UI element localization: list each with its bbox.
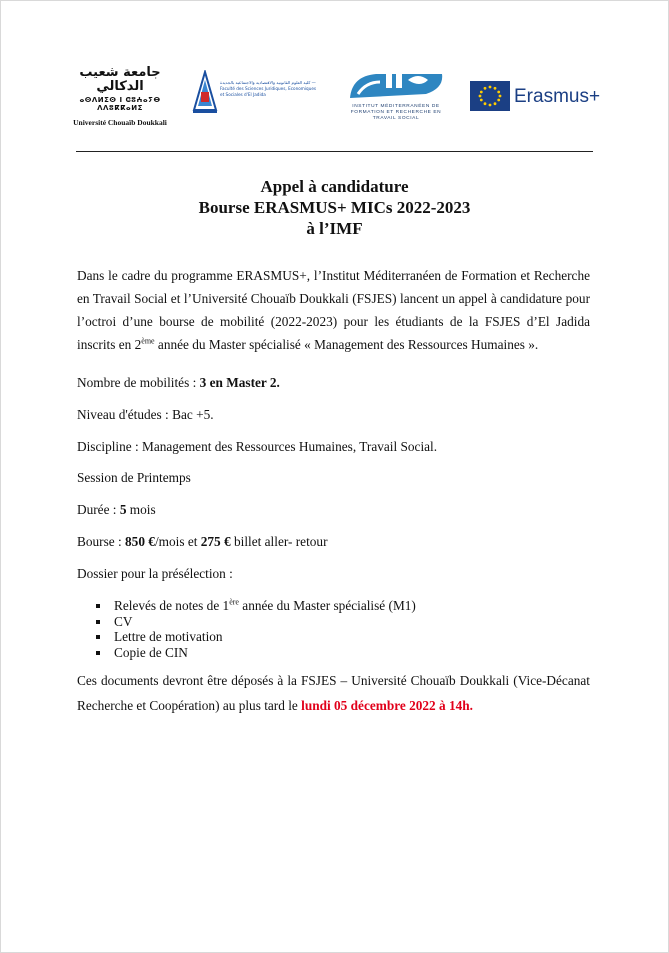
document-title	[76, 176, 593, 239]
duration-unit: mois	[126, 502, 156, 517]
title-line-1: Appel à candidature	[260, 177, 409, 196]
session-line: Session de Printemps	[77, 470, 191, 485]
title-line-3: à l’IMF	[306, 219, 363, 238]
duration-line	[77, 502, 156, 518]
doc-item-1-rest: année du Master spécialisé (M1)	[238, 598, 416, 613]
grant-mid: /mois et	[154, 534, 201, 549]
documents-list	[77, 598, 416, 660]
imf-emblem-icon	[346, 68, 446, 104]
eu-flag-icon	[470, 81, 510, 111]
fsjes-logo	[190, 70, 320, 116]
erasmus-wordmark: Erasmus+	[514, 86, 601, 107]
deadline: lundi 05 décembre 2022 à 14h.	[301, 698, 474, 713]
fsjes-name: كلية العلوم القانونية والاقتصادية والاجتماعية بالجديدة — Faculté des Sciences Juridiques, Economiques et Sociales d'El Jadida	[220, 80, 317, 97]
doc-item-1-superscript: ère	[229, 597, 239, 607]
ucd-arabic-name: جامعة شعيب الدكالي	[79, 65, 161, 94]
intro-paragraph	[77, 264, 590, 356]
grant-label: Bourse :	[77, 534, 126, 549]
ucd-logo	[72, 65, 168, 127]
imf-logo	[346, 68, 446, 124]
document-body	[77, 264, 590, 713]
intro-superscript: ème	[141, 336, 155, 346]
header-divider	[76, 151, 593, 152]
duration-label: Durée :	[77, 502, 120, 517]
title-line-2: Bourse ERASMUS+ MICs 2022-2023	[198, 198, 471, 217]
ucd-tifinagh-name: ⴰⵙⴷⵍⵉⵙ ⵏ ⵛⵓⵄⴰⵢⴱ ⴷⴷⵓⴽⴽⴰⵍⵉ	[79, 96, 161, 112]
level-line: Niveau d'études : Bac +5.	[77, 407, 214, 422]
dossier-line: Dossier pour la présélection :	[77, 566, 233, 581]
grant-monthly: 850 €	[125, 534, 155, 549]
grant-ticket: 275 €	[200, 534, 231, 549]
erasmus-logo	[470, 80, 605, 112]
list-item: CV	[77, 614, 416, 630]
duration-value: 5	[119, 502, 127, 517]
mobility-line	[77, 375, 280, 391]
fsjes-emblem-icon	[190, 70, 220, 116]
closing-text: Ces documents devront être déposés à la FSJES – Université Chouaïb Doukkali (Vice-Décanat Recherche et Coopération) au plus tard le	[77, 673, 590, 713]
ucd-french-name: Université Chouaïb Doukkali	[73, 118, 167, 127]
imf-name: INSTITUT MÉDITERRANÉEN DE FORMATION ET RECHERCHE EN TRAVAIL SOCIAL	[350, 104, 442, 121]
mobility-label: Nombre de mobilités :	[77, 375, 200, 390]
intro-text-1: Dans le cadre du programme ERASMUS+, l’Institut Méditerranéen de Formation et Recherche en Travail Social et l’Université Chouaïb Doukkali (FSJES) lancent un appel à candidature pour l’octroi d’une bourse de mobilité (2022-2023) pour les étudiants de la FSJES d’El Jadida inscrits en 2	[77, 268, 590, 352]
grant-line	[77, 534, 328, 550]
list-item: Copie de CIN	[77, 645, 416, 661]
intro-text-2: année du Master spécialisé « Management des Ressources Humaines ».	[154, 337, 539, 352]
grant-end: billet aller- retour	[230, 534, 328, 549]
list-item	[77, 598, 416, 614]
doc-item-1-text: Relevés de notes de 1	[114, 598, 230, 613]
discipline-line: Discipline : Management des Ressources Humaines, Travail Social.	[77, 439, 438, 454]
mobility-value: 3 en Master 2.	[199, 375, 280, 390]
closing-paragraph	[77, 668, 590, 718]
list-item: Lettre de motivation	[77, 629, 416, 645]
